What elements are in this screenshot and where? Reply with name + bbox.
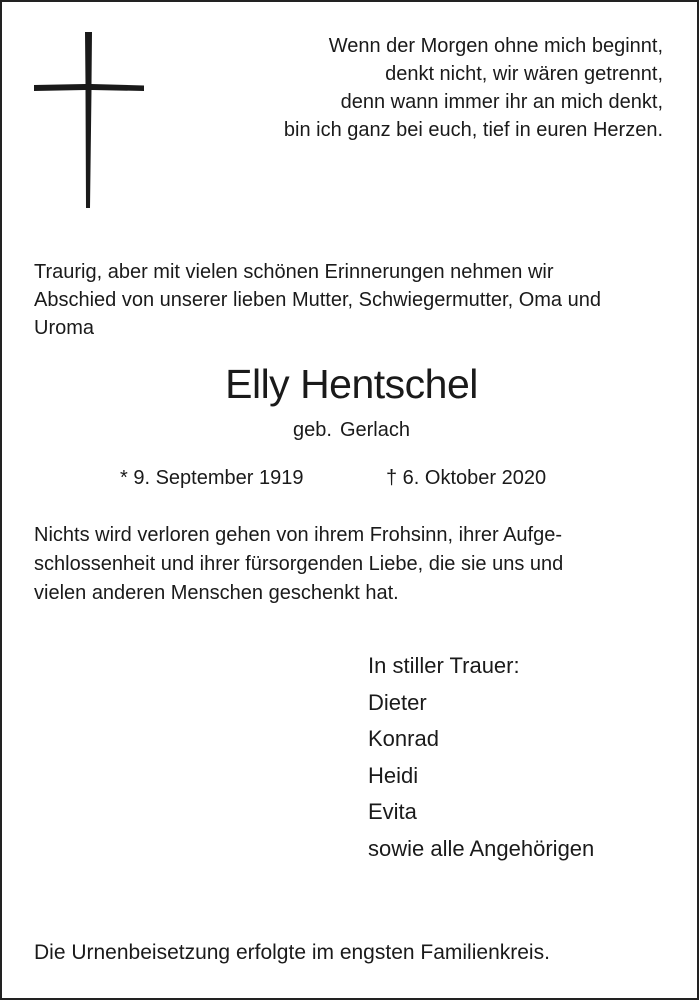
poem	[243, 32, 663, 144]
poem-line: denn wann immer ihr an mich denkt,	[340, 91, 663, 113]
mourners-list	[368, 648, 668, 867]
tribute-text	[34, 521, 670, 608]
mourner-name: Konrad	[368, 726, 439, 751]
poem-line: denkt nicht, wir wären getrennt,	[385, 63, 663, 85]
mourner-name: Dieter	[368, 689, 427, 715]
poem-line: Wenn der Morgen ohne mich beginnt,	[328, 35, 663, 57]
mourners-heading: In stiller Trauer:	[368, 653, 520, 678]
intro-line: Traurig, aber mit vielen schönen Erinnerungen nehmen wir	[34, 261, 554, 283]
birth-date: * 9. September 1919	[120, 467, 304, 489]
birth-name: Gerlach	[339, 419, 410, 441]
cross-icon	[32, 30, 147, 210]
tribute-line: schlossenheit und ihrer fürsorgenden Liebe, die sie uns und	[34, 553, 564, 575]
intro-line: Abschied von unserer lieben Mutter, Schwiegermutter, Oma und	[34, 289, 601, 311]
mourner-name: Evita	[368, 799, 417, 824]
intro-text	[34, 258, 670, 342]
deceased-name: Elly Hentschel	[225, 361, 478, 407]
intro-line: Uroma	[34, 317, 95, 339]
mourner-name: Heidi	[368, 762, 419, 788]
born-prefix: geb.	[293, 419, 332, 441]
tribute-line: Nichts wird verloren gehen von ihrem Frohsinn, ihrer Aufge-	[34, 524, 563, 546]
mourners-footer: sowie alle Angehörigen	[368, 835, 595, 861]
birth-name-line	[2, 416, 699, 444]
death-date: † 6. Oktober 2020	[386, 467, 547, 489]
closing-note: Die Urnenbeisetzung erfolgte im engsten Familienkreis.	[34, 941, 550, 964]
tribute-line: vielen anderen Menschen geschenkt hat.	[34, 582, 399, 604]
poem-line: bin ich ganz bei euch, tief in euren Herzen.	[283, 119, 663, 141]
